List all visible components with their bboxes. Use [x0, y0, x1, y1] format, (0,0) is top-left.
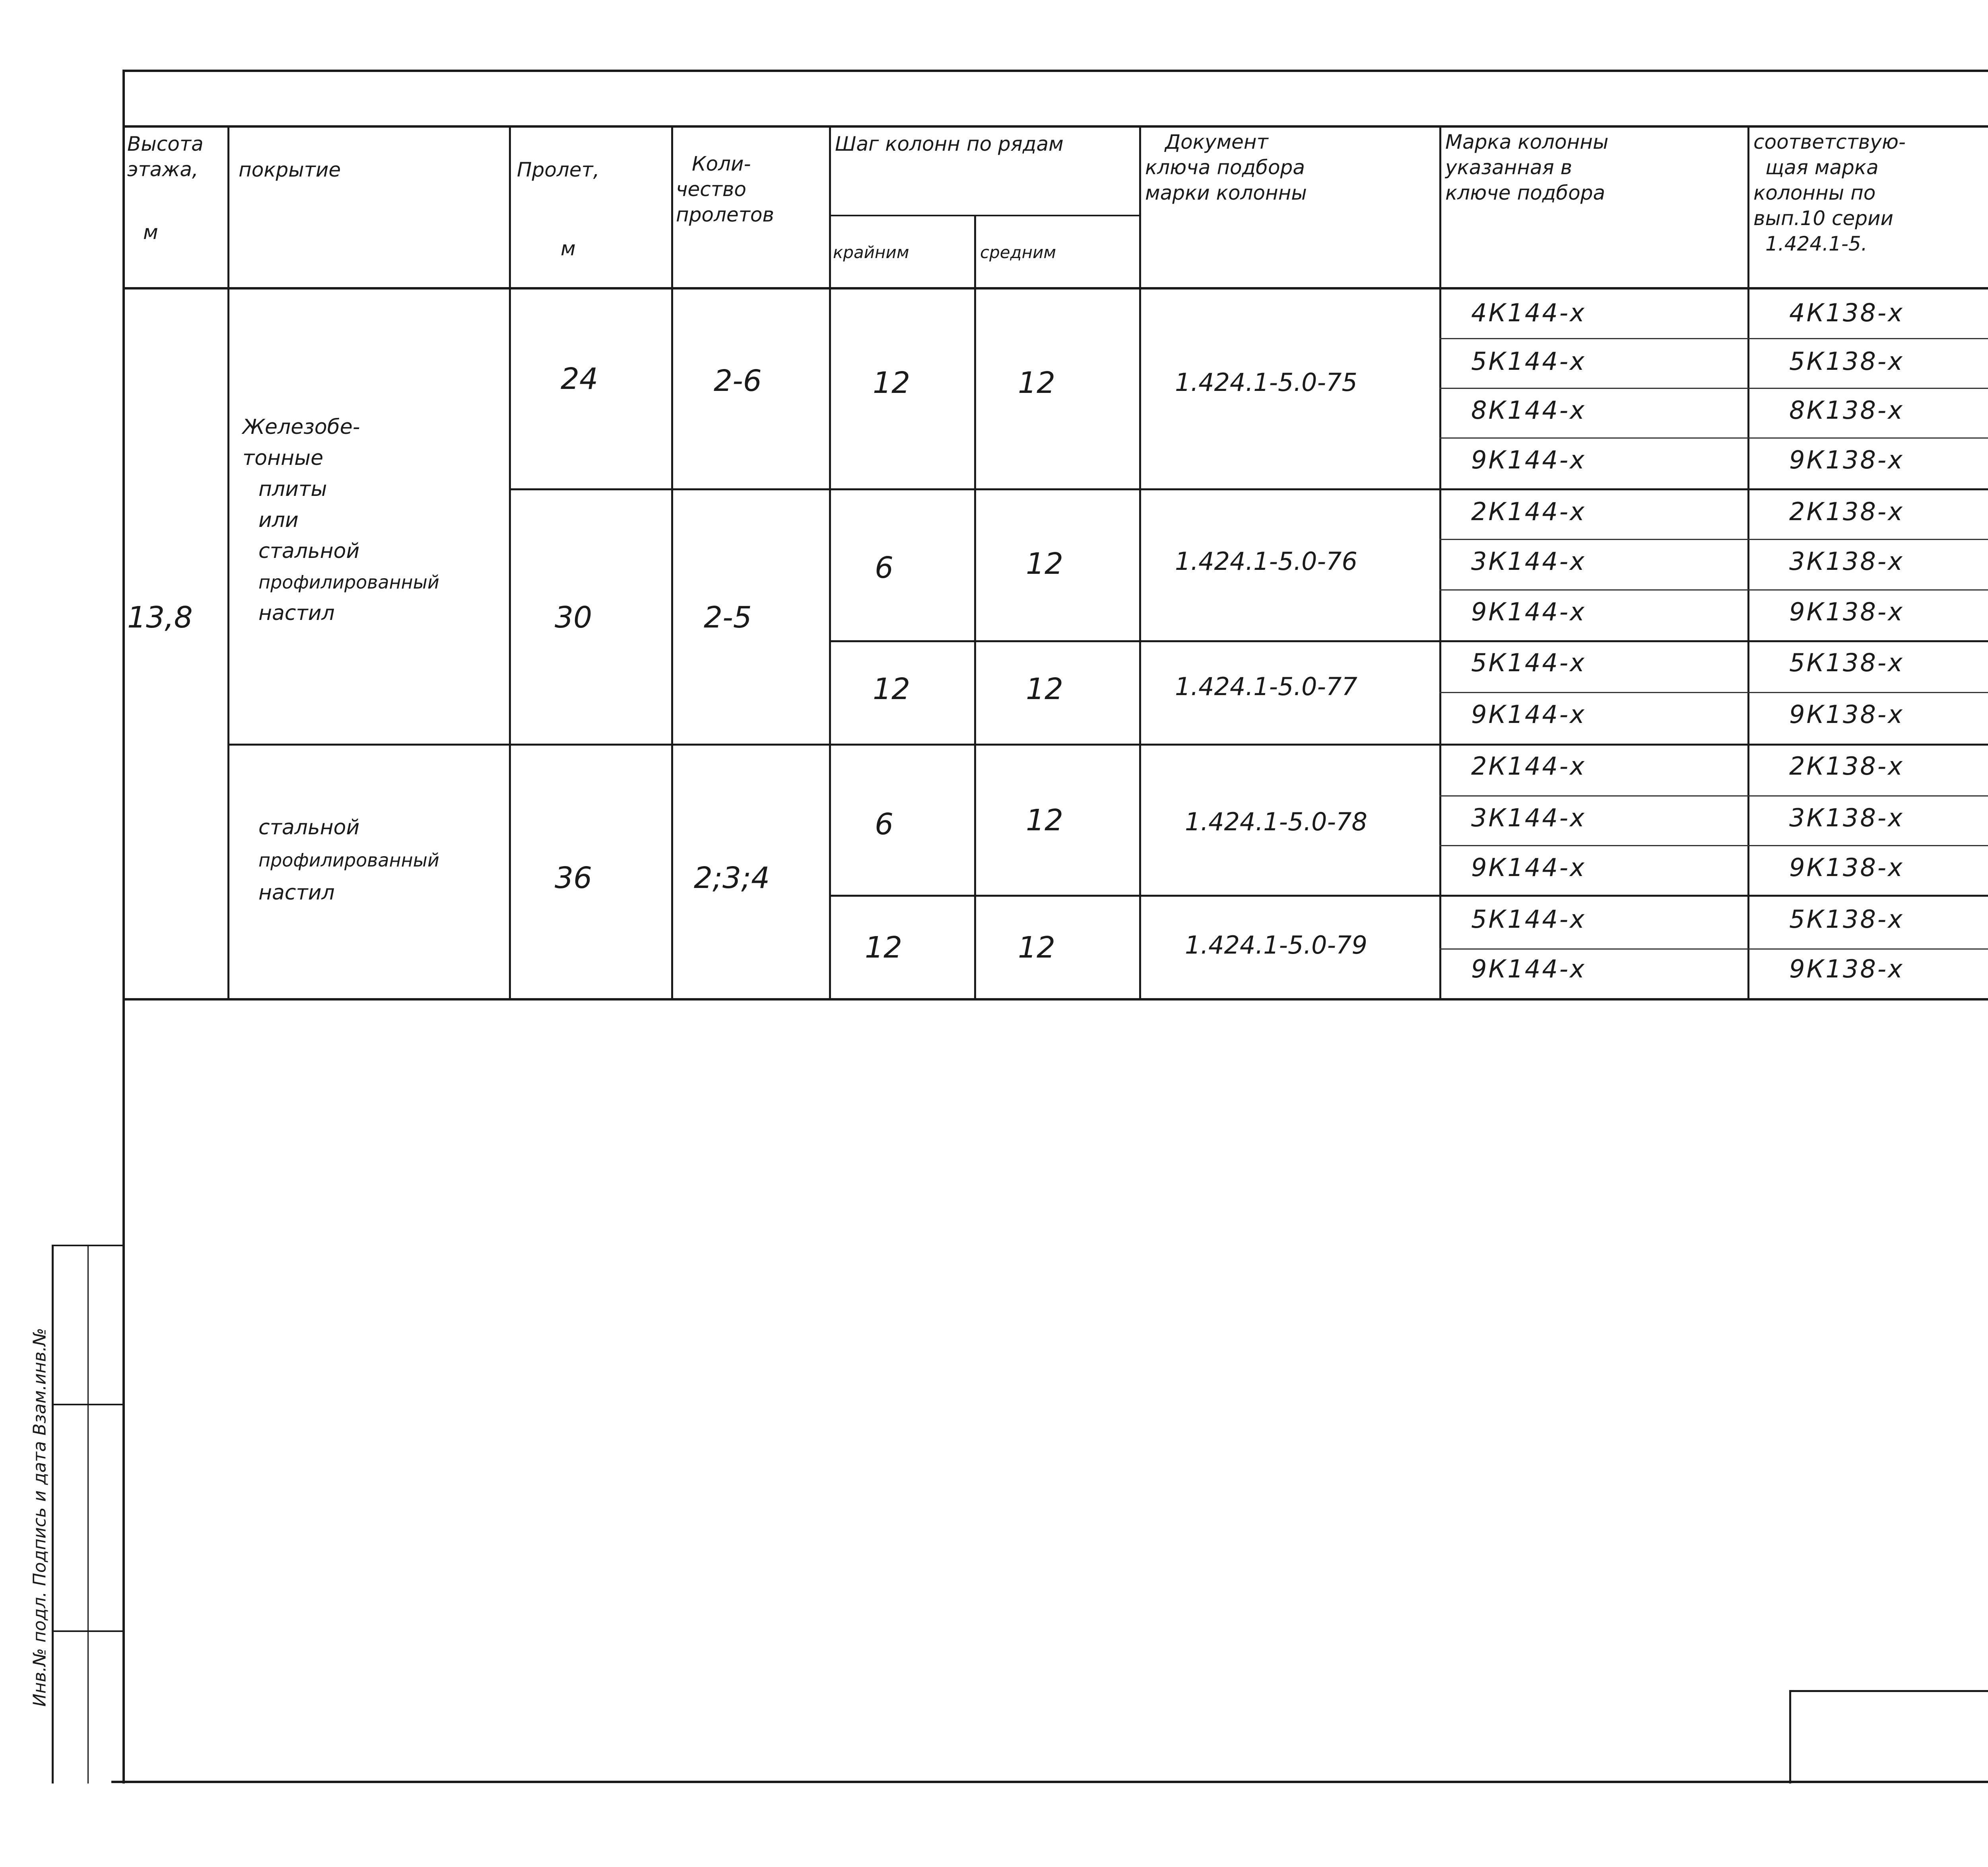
row-sep: [1439, 795, 1988, 797]
header-mark-line: указанная в: [1445, 156, 1573, 179]
span-value: 24: [561, 362, 598, 396]
header-match-line: 1.424.1-5.: [1765, 232, 1868, 255]
header-match: [1753, 129, 1906, 256]
header-span-unit: м: [561, 237, 576, 260]
col-line-8: [1747, 125, 1749, 1000]
col-line-7: [1439, 125, 1441, 1000]
group-sep-3: [227, 744, 1988, 746]
mark-value: 9К144-х: [1471, 853, 1586, 882]
frame-top: [122, 70, 1988, 72]
mark-value: 3К144-х: [1471, 547, 1586, 576]
row-sep: [1439, 692, 1988, 693]
match-value: 9К138-х: [1789, 597, 1904, 626]
group-sep-1: [509, 488, 1988, 490]
cover-line: тонные: [243, 446, 324, 470]
qty-value: 2-5: [704, 600, 752, 635]
frame-bottom: [111, 1781, 1988, 1783]
step-mid-value: 12: [1018, 931, 1056, 965]
col-line-5: [974, 215, 976, 1000]
step-edge-value: 12: [865, 931, 903, 965]
header-mark: [1445, 129, 1608, 206]
qty-value: 2;3;4: [694, 861, 770, 895]
height-value: 13,8: [127, 600, 193, 635]
step-mid-value: 12: [1026, 803, 1064, 837]
header-step-mid: средним: [980, 243, 1056, 262]
match-value: 5К138-х: [1789, 648, 1904, 677]
mark-value: 8К144-х: [1471, 396, 1586, 425]
header-qty-line: Коли-: [692, 152, 751, 175]
match-value: 5К138-х: [1789, 905, 1904, 934]
mark-value: 3К144-х: [1471, 803, 1586, 832]
header-doc-line: Документ: [1165, 130, 1268, 153]
match-value: 2К138-х: [1789, 497, 1904, 526]
header-match-line: щая марка: [1765, 156, 1879, 179]
header-qty: [676, 151, 774, 227]
cover-line: стальной: [258, 539, 360, 563]
header-doc: [1145, 129, 1307, 206]
row-sep: [1439, 948, 1988, 950]
doc-value: 1.424.1-5.0-76: [1175, 547, 1357, 576]
table-top-line: [122, 125, 1988, 128]
mark-value: 5К144-х: [1471, 905, 1586, 934]
step-mid-value: 12: [1026, 672, 1064, 706]
cover-group-2: [258, 811, 439, 909]
match-value: 8К138-х: [1789, 396, 1904, 425]
row-sep: [1439, 437, 1988, 439]
mark-value: 4К144-х: [1471, 298, 1586, 327]
header-mark-line: Марка колонны: [1445, 130, 1609, 153]
doc-value: 1.424.1-5.0-78: [1185, 807, 1367, 836]
match-value: 2К138-х: [1789, 752, 1904, 781]
col-line-1: [227, 125, 229, 1000]
row-sep: [1439, 539, 1988, 540]
table-bottom-line: [122, 998, 1988, 1001]
cover-line: стальной: [258, 816, 360, 839]
match-value: 9К138-х: [1789, 700, 1904, 729]
side-stamp-inner-line: [87, 1245, 89, 1783]
doc-value: 1.424.1-5.0-79: [1185, 931, 1367, 960]
mark-value: 5К144-х: [1471, 347, 1586, 376]
header-doc-line: марки колонны: [1145, 181, 1307, 204]
match-value: 9К138-х: [1789, 445, 1904, 474]
row-sep: [1439, 845, 1988, 846]
col-line-2: [509, 125, 511, 1000]
doc-value: 1.424.1-5.0-77: [1175, 672, 1357, 701]
side-stamp-left-line: [52, 1245, 54, 1783]
header-match-line: колонны по: [1753, 181, 1876, 204]
step-edge-value: 6: [875, 551, 894, 585]
qty-value: 2-6: [714, 364, 762, 398]
cover-line: настил: [258, 881, 335, 905]
header-match-line: соответствую-: [1753, 130, 1906, 153]
header-height-line: [127, 182, 204, 208]
group-sep-4: [829, 895, 1988, 897]
cover-line: настил: [258, 601, 335, 625]
header-span-line: [517, 183, 600, 208]
span-value: 36: [555, 861, 592, 895]
mark-value: 5К144-х: [1471, 648, 1586, 677]
header-height-line: этажа,: [127, 158, 198, 181]
header-match-line: вып.10 серии: [1753, 207, 1894, 230]
header-height-line: Высота: [127, 132, 204, 155]
header-bottom-line: [122, 287, 1988, 289]
step-edge-value: 12: [873, 672, 911, 706]
cover-line: профилированный: [258, 849, 439, 871]
row-sep: [1439, 338, 1988, 339]
match-value: 3К138-х: [1789, 547, 1904, 576]
mark-value: 9К144-х: [1471, 597, 1586, 626]
frame-left: [122, 70, 125, 1783]
title-block-top: [1789, 1690, 1988, 1692]
mark-value: 2К144-х: [1471, 752, 1586, 781]
cover-line: профилированный: [258, 571, 439, 593]
match-value: 3К138-х: [1789, 803, 1904, 832]
header-cover: покрытие: [239, 158, 341, 181]
step-header-split: [829, 215, 1141, 216]
col-line-6: [1139, 125, 1141, 1000]
header-step: Шаг колонн по рядам: [835, 132, 1064, 155]
mark-value: 9К144-х: [1471, 700, 1586, 729]
cover-line: или: [258, 508, 299, 532]
match-value: 4К138-х: [1789, 298, 1904, 327]
side-stamp-text: Инв.№ подл. Подпись и дата Взам.инв.№: [29, 1328, 50, 1707]
match-value: 9К138-х: [1789, 954, 1904, 983]
header-doc-line: ключа подбора: [1145, 156, 1305, 179]
header-height-unit: м: [143, 221, 158, 244]
header-step-edge: крайним: [833, 243, 909, 262]
cover-line: плиты: [258, 477, 327, 501]
mark-value: 9К144-х: [1471, 445, 1586, 474]
mark-value: 2К144-х: [1471, 497, 1586, 526]
step-edge-value: 6: [875, 807, 894, 841]
header-span-line: Пролет,: [517, 158, 600, 181]
step-mid-value: 12: [1018, 366, 1056, 400]
header-qty-line: чество: [676, 178, 746, 201]
cover-line: Железобе-: [243, 415, 360, 439]
col-line-4: [829, 125, 831, 1000]
row-sep: [1439, 388, 1988, 389]
doc-value: 1.424.1-5.0-75: [1175, 368, 1357, 397]
title-block-left: [1789, 1690, 1791, 1783]
group-sep-2: [829, 640, 1988, 642]
header-qty-line: пролетов: [676, 203, 774, 226]
match-value: 9К138-х: [1789, 853, 1904, 882]
span-value: 30: [555, 600, 592, 635]
step-mid-value: 12: [1026, 547, 1064, 581]
match-value: 5К138-х: [1789, 347, 1904, 376]
row-sep: [1439, 589, 1988, 591]
cover-group-1: [243, 412, 439, 629]
step-edge-value: 12: [873, 366, 911, 400]
mark-value: 9К144-х: [1471, 954, 1586, 983]
header-height: [127, 131, 204, 245]
col-line-3: [671, 125, 673, 1000]
header-span: [517, 157, 600, 261]
header-mark-line: ключе подбора: [1445, 181, 1606, 204]
